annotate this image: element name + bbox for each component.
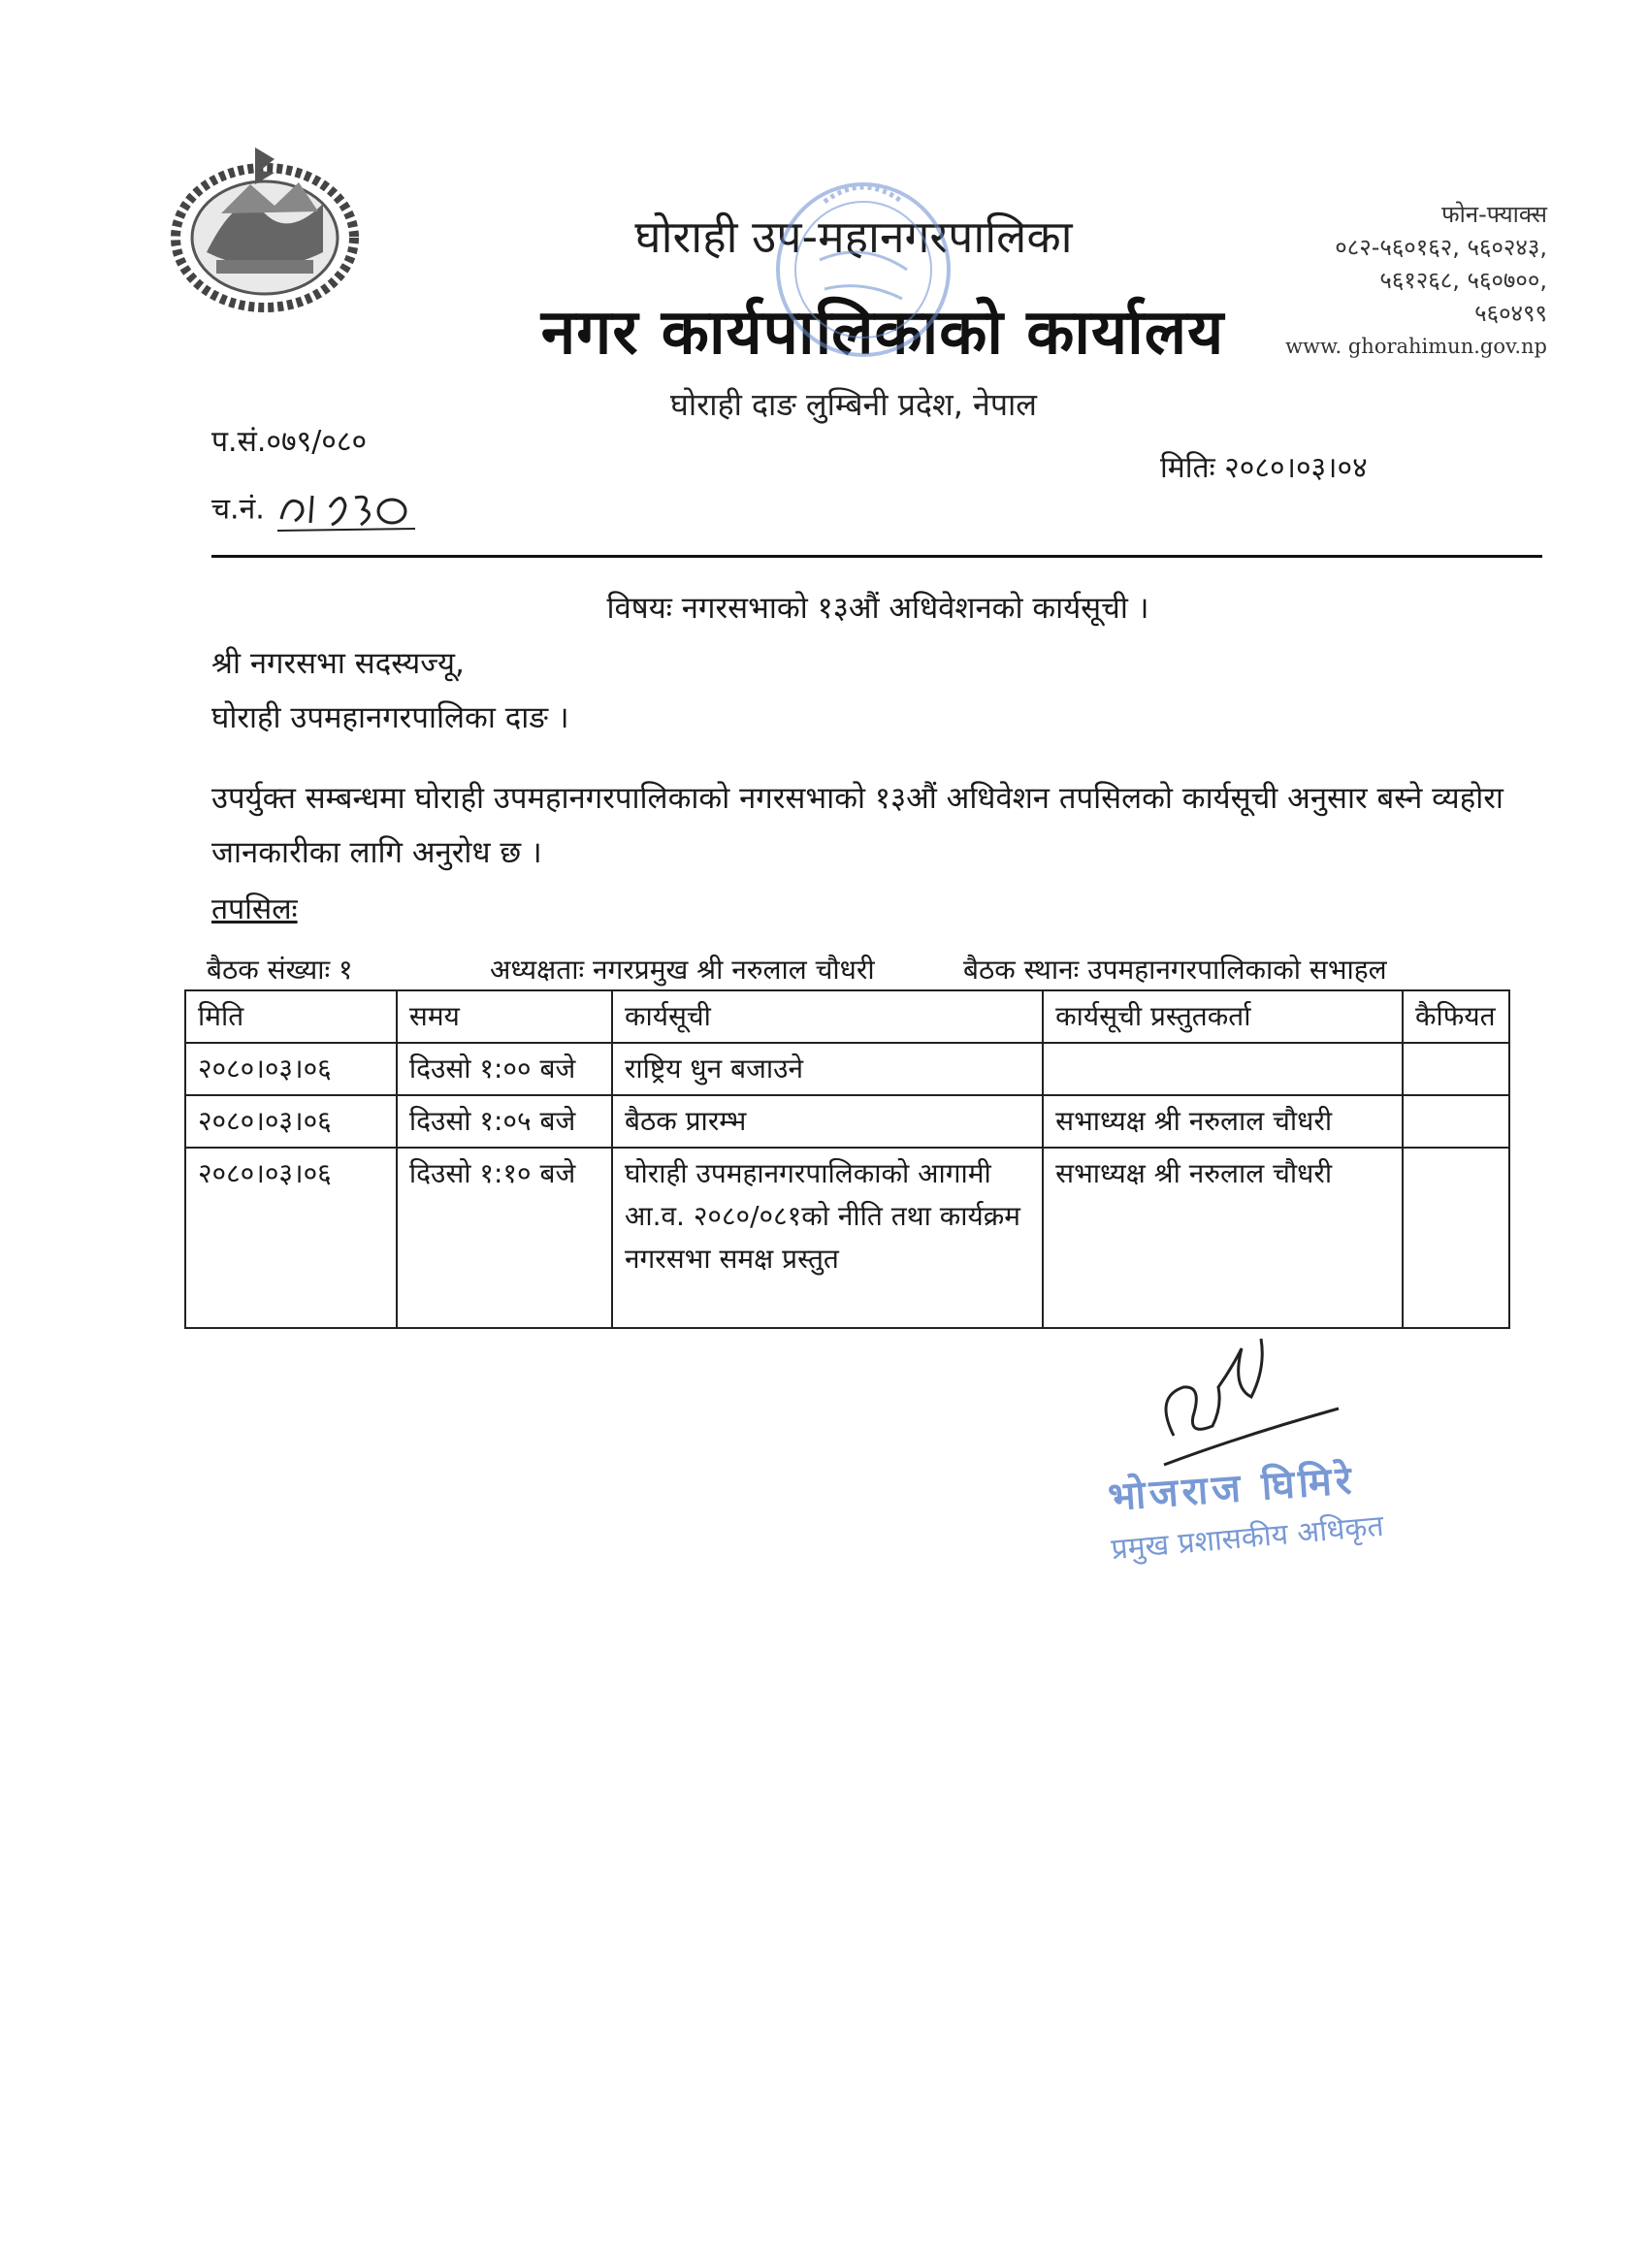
meeting-count: बैठक संख्याः १ xyxy=(207,954,353,986)
signatory-name: भोजराज घिमिरे xyxy=(1106,1458,1357,1520)
row-agenda: घोराही उपमहानगरपालिकाको आगामी आ.व. २०८०/०८१को नीति तथा कार्यक्रम नगरसभा समक्ष प्रस्तुत xyxy=(612,1148,1043,1328)
nepal-emblem-icon xyxy=(163,146,367,315)
row-presenter xyxy=(1043,1043,1403,1095)
row-date: २०८०।०३।०६ xyxy=(185,1043,397,1095)
office-name: नगर कार्यपालिकाको कार्यालय xyxy=(540,297,1225,369)
office-address: घोराही दाङ लुम्बिनी प्रदेश, नेपाल xyxy=(670,386,1037,423)
meeting-venue: बैठक स्थानः उपमहानगरपालिकाको सभाहल xyxy=(963,954,1387,986)
header-presenter: कार्यसूची प्रस्तुतकर्ता xyxy=(1043,990,1403,1043)
table-header-row xyxy=(185,990,1509,1043)
row-time: दिउसो १:०० बजे xyxy=(397,1043,612,1095)
contact-block xyxy=(1227,198,1547,363)
row-time: दिउसो १:०५ बजे xyxy=(397,1095,612,1148)
handwritten-dispatch-number-icon xyxy=(274,480,419,535)
row-remarks xyxy=(1403,1148,1509,1328)
contact-label: फोन-फ्याक्स xyxy=(1441,201,1547,228)
signatory-title: प्रमुख प्रशासकीय अधिकृत xyxy=(1110,1508,1385,1568)
header-time: समय xyxy=(397,990,612,1043)
header-agenda: कार्यसूची xyxy=(612,990,1043,1043)
header-remarks: कैफियत xyxy=(1403,990,1509,1043)
contact-website: www. ghorahimun.gov.np xyxy=(1285,335,1547,358)
row-time: दिउसो १:१० बजे xyxy=(397,1148,612,1328)
row-presenter: सभाध्यक्ष श्री नरुलाल चौधरी xyxy=(1043,1148,1403,1328)
table-row xyxy=(185,1043,1509,1095)
contact-phone-line2: ५६१२६८, ५६०७००, xyxy=(1379,267,1547,294)
row-presenter: सभाध्यक्ष श्री नरुलाल चौधरी xyxy=(1043,1095,1403,1148)
header-divider xyxy=(211,555,1542,558)
letter-subject: विषयः नगरसभाको १३औं अधिवेशनको कार्यसूची । xyxy=(606,591,1149,626)
addressee-line2: घोराही उपमहानगरपालिका दाङ । xyxy=(211,700,569,735)
addressee-line1: श्री नगरसभा सदस्यज्यू, xyxy=(211,646,465,681)
agenda-table xyxy=(184,989,1510,1329)
dispatch-number xyxy=(211,480,419,535)
table-row xyxy=(185,1095,1509,1148)
row-agenda: राष्ट्रिय धुन बजाउने xyxy=(612,1043,1043,1095)
details-heading: तपसिलः xyxy=(211,892,298,926)
row-date: २०८०।०३।०६ xyxy=(185,1148,397,1328)
row-remarks xyxy=(1403,1095,1509,1148)
contact-phone-line1: ०८२-५६०१६२, ५६०२४३, xyxy=(1335,234,1547,261)
dispatch-number-label: च.नं. xyxy=(211,492,265,527)
row-remarks xyxy=(1403,1043,1509,1095)
reference-number: प.सं.०७९/०८० xyxy=(211,425,368,459)
organization-name: घोराही उप-महानगरपालिका xyxy=(634,211,1073,263)
letter-date: मितिः २०८०।०३।०४ xyxy=(1160,451,1368,485)
row-date: २०८०।०३।०६ xyxy=(185,1095,397,1148)
table-row xyxy=(185,1148,1509,1328)
contact-phone-line3: ५६०४९९ xyxy=(1474,300,1547,327)
meeting-chair: अध्यक्षताः नगरप्रमुख श्री नरुलाल चौधरी xyxy=(490,954,875,986)
row-agenda: बैठक प्रारम्भ xyxy=(612,1095,1043,1148)
header-date: मिति xyxy=(185,990,397,1043)
office-seal-stamp-icon xyxy=(766,163,960,376)
letter-body: उपर्युक्त सम्बन्धमा घोराही उपमहानगरपालिकाको नगरसभाको १३औं अधिवेशन तपसिलको कार्यसूची अनुसार बस्ने व्यहोरा जानकारीका लागि अनुरोध छ । xyxy=(211,781,1504,870)
